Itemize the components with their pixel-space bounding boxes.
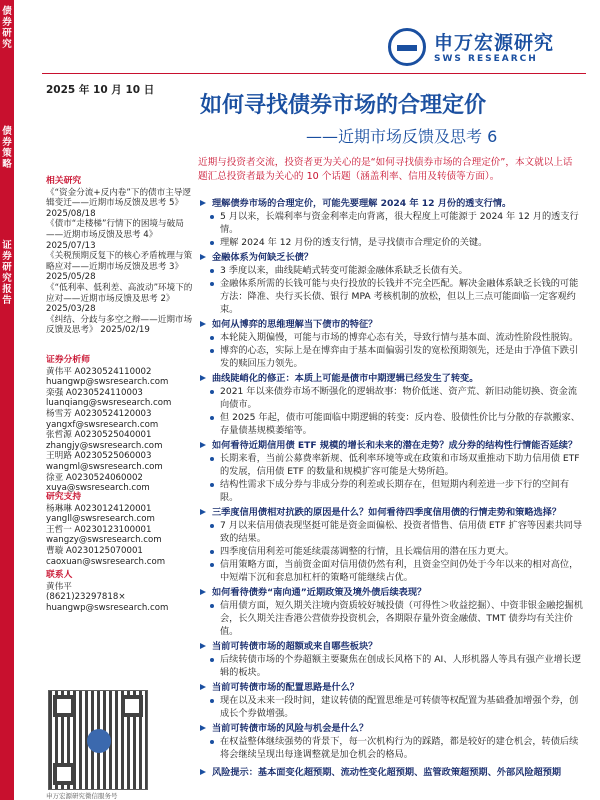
report-title: 如何寻找债券市场的合理定价 bbox=[200, 93, 487, 118]
assistant-line: 王哲一 A0230123100001 bbox=[46, 524, 152, 535]
section-bullet: 博弈的心态，实际上是在博弈由于基本面偏弱引发的宽松预期领先，还是由于净值下跌引发的赎回压力领先。 bbox=[198, 344, 584, 370]
assistant-line: 杨琳琳 A0230124120001 bbox=[46, 503, 152, 514]
section-heading: 曲线陡峭化的修正：本质上可能是债市中期逻辑已经发生了转变。 bbox=[198, 372, 584, 385]
risk-warning: 风险提示：基本面变化超预期、流动性变化超预期、监管政策超预期、外部风险超预期 bbox=[198, 766, 584, 779]
analyst-line: 栾强 A0230524110003 bbox=[46, 387, 143, 398]
section-heading: 金融体系为何缺乏长债？ bbox=[198, 251, 584, 264]
analyst-line: wangml@swsresearch.com bbox=[46, 461, 163, 472]
section-bullet: 3 季度以来，曲线陡峭式转变可能源金融体系缺乏长债有关。 bbox=[198, 264, 584, 277]
analyst-line: 张哲源 A0230525040001 bbox=[46, 430, 152, 441]
assistants-list bbox=[46, 504, 194, 568]
section-bullet: 信用债方面，短久期关注境内资质较好城投债（可得性＞收益挖掘）、中资非银金融挖掘机会，长久期关注香港公营债券投资机会，各期限存量外资金融债、TMT 债券均有关注价值。 bbox=[198, 599, 584, 638]
logo-en: SWS RESEARCH bbox=[434, 54, 538, 64]
company-logo bbox=[388, 26, 578, 76]
related-list bbox=[46, 188, 194, 336]
related-item: 《关税预期反复下的核心矛盾梳理与策略应对——近期市场反馈及思考 3》 2025/05/28 bbox=[46, 251, 193, 283]
section-bullet: 2021 年以来债券市场不断强化的逻辑故事：物价低迷、资产荒、新旧动能切换、资金流向债市。 bbox=[198, 385, 584, 411]
analyst-line: xuya@swsresearch.com bbox=[46, 483, 150, 494]
related-item: 《“低利率、低利差、高波动”环境下的应对——近期市场反馈及思考 2》 2025/03/28 bbox=[46, 282, 193, 315]
related-research bbox=[46, 176, 194, 336]
report-date: 2025 年 10 月 10 日 bbox=[46, 84, 155, 96]
intro-paragraph: 近期与投资者交流，投资者更为关心的是“如何寻找债券市场的合理定价”，本文就以上话题汇总投资者最为关心的 10 个话题（涵盖利率、信用及转债等方面）。 bbox=[198, 157, 573, 182]
section-heading: 三季度信用债相对抗跌的原因是什么？如何看待四季度信用债的行情走势和策略选择？ bbox=[198, 506, 584, 519]
contact-line: huangwp@swsresearch.com bbox=[46, 602, 169, 613]
assistants-heading: 研究支持 bbox=[46, 492, 82, 502]
related-item: 《纠结、分歧与多空之辩——近期市场反馈及思考》 2025/02/19 bbox=[46, 314, 193, 336]
contact-block bbox=[46, 570, 194, 613]
main-content bbox=[198, 195, 584, 779]
section-bullet: 理解 2024 年 12 月份的透支行情，是寻找债市合理定价的关键。 bbox=[198, 236, 584, 249]
contact-heading: 联系人 bbox=[46, 570, 73, 580]
section-heading: 如何看待债券“南向通”近期政策及境外债后续表现？ bbox=[198, 586, 584, 599]
header-divider bbox=[42, 73, 586, 74]
qr-code-icon bbox=[48, 690, 148, 790]
contact-line: 黄伟平 bbox=[46, 581, 72, 592]
analyst-line: huangwp@swsresearch.com bbox=[46, 377, 169, 388]
section-bullet: 现在以及未来一段时间，建议转债的配置思维是可转债等权配置为基础叠加增强个券，创成长个券做增强。 bbox=[198, 694, 584, 720]
assistant-line: 曹璇 A0230125070001 bbox=[46, 545, 143, 556]
section-bullet: 结构性需求下成分券与非成分券的利差或长期存在，但短期内利差进一步下行的空间有限。 bbox=[198, 478, 584, 504]
left-red-bar bbox=[0, 0, 14, 800]
assistant-line: caoxuan@swsresearch.com bbox=[46, 556, 166, 567]
analysts-list bbox=[46, 367, 194, 494]
contact-list bbox=[46, 582, 194, 614]
section-heading: 理解债券市场的合理定价，可能先要理解 2024 年 12 月份的透支行情。 bbox=[198, 197, 584, 210]
logo-cn: 申万宏源研究 bbox=[434, 32, 555, 54]
report-subtitle: ——近期市场反馈及思考 6 bbox=[306, 127, 498, 146]
section-bullet: 长期来看，当前公募费率新规、低利率环境等或在政策和市场双重推动下助力信用债 ETF 的发展，信用债 ETF 的数量和规模扩容可能是大势所趋。 bbox=[198, 452, 584, 478]
sidebar-tag-3: 证券研究报告 bbox=[2, 240, 12, 306]
section-bullet: 5 月以来，长端利率与资金利率走向背离，很大程度上可能源于 2024 年 12 月的透支行情。 bbox=[198, 210, 584, 236]
related-item: 《“资金分流+反内卷”下的债市主导逻辑变迁——近期市场反馈及思考 5》 2025/08/18 bbox=[46, 187, 192, 219]
analyst-line: yangxf@swsresearch.com bbox=[46, 419, 159, 430]
section-heading: 如何看待近期信用债 ETF 规模的增长和未来的潜在走势？成分券的结构性行情能否延续？ bbox=[198, 439, 584, 452]
analyst-line: luanqiang@swsresearch.com bbox=[46, 398, 172, 409]
section-bullet: 7 月以来信用债表现坚挺可能是资金面偏松、投资者惜售、信用债 ETF 扩容等因素共同导致的结果。 bbox=[198, 519, 584, 545]
sidebar-tag-2: 债券策略 bbox=[2, 126, 12, 170]
assistant-line: yangll@swsresearch.com bbox=[46, 514, 155, 525]
assistants-block bbox=[46, 492, 194, 567]
contact-line: (8621)23297818× bbox=[46, 592, 126, 603]
related-item: 《债市“走楼梯”行情下的困境与破局——近期市场反馈及思考 4》 2025/07/13 bbox=[46, 219, 184, 251]
section-bullet: 金融体系所需的长钱可能与央行投放的长钱并不完全匹配。解决金融体系缺乏长钱的可能方法：降准、央行买长债、银行 MPA 考核机制的放松，但以上三点可能面临一定客观约束。 bbox=[198, 277, 584, 316]
analysts-heading: 证券分析师 bbox=[46, 355, 90, 365]
analyst-line: zhangjy@swsresearch.com bbox=[46, 440, 163, 451]
footer-text: 申万宏源研究微信服务号 bbox=[46, 792, 118, 800]
section-bullet: 后续转债市场的个券超额主要聚焦在创成长风格下的 AI、人形机器人等具有强产业增长逻辑的板块。 bbox=[198, 653, 584, 679]
section-heading: 当前可转债市场的超额或来自哪些板块？ bbox=[198, 640, 584, 653]
analyst-line: 杨雪芳 A0230524120003 bbox=[46, 408, 152, 419]
section-bullet: 信用策略方面，当前资金面对信用债仍然有利，且资金空间仍处于今年以来的相对高位，中短端下沉和套息加杠杆的策略可能继续占优。 bbox=[198, 558, 584, 584]
section-bullet: 本轮陡入期偏慢，可能与市场的博弈心态有关，导致行情与基本面、流动性阶段性脱钩。 bbox=[198, 331, 584, 344]
sidebar-tag-1: 债券研究 bbox=[2, 6, 12, 50]
section-heading: 当前可转债市场的风险与机会是什么？ bbox=[198, 722, 584, 735]
section-bullet: 但 2025 年起，债市可能面临中期逻辑的转变：反内卷、股债性价比与分散的存款搬家、存量债基规模萎缩等。 bbox=[198, 411, 584, 437]
logo-icon bbox=[388, 28, 426, 66]
section-heading: 如何从博弈的思维理解当下债市的特征？ bbox=[198, 318, 584, 331]
section-heading: 当前可转债市场的配置思路是什么？ bbox=[198, 681, 584, 694]
analyst-line: 黄伟平 A0230524110002 bbox=[46, 366, 152, 377]
analyst-line: 王明路 A0230525060003 bbox=[46, 451, 152, 462]
analysts-block bbox=[46, 355, 194, 494]
analyst-line: 徐亚 A0230524060002 bbox=[46, 472, 143, 483]
related-heading: 相关研究 bbox=[46, 176, 82, 186]
section-bullet: 四季度信用利差可能延续震荡调整的行情，且长端信用的潜在压力更大。 bbox=[198, 545, 584, 558]
assistant-line: wangzy@swsresearch.com bbox=[46, 535, 162, 546]
section-bullet: 在权益整体继续强势的背景下，每一次机构行为的踩踏，都是较好的建仓机会，转债后续将会继续呈现出每逢调整就是加仓机会的格局。 bbox=[198, 735, 584, 761]
